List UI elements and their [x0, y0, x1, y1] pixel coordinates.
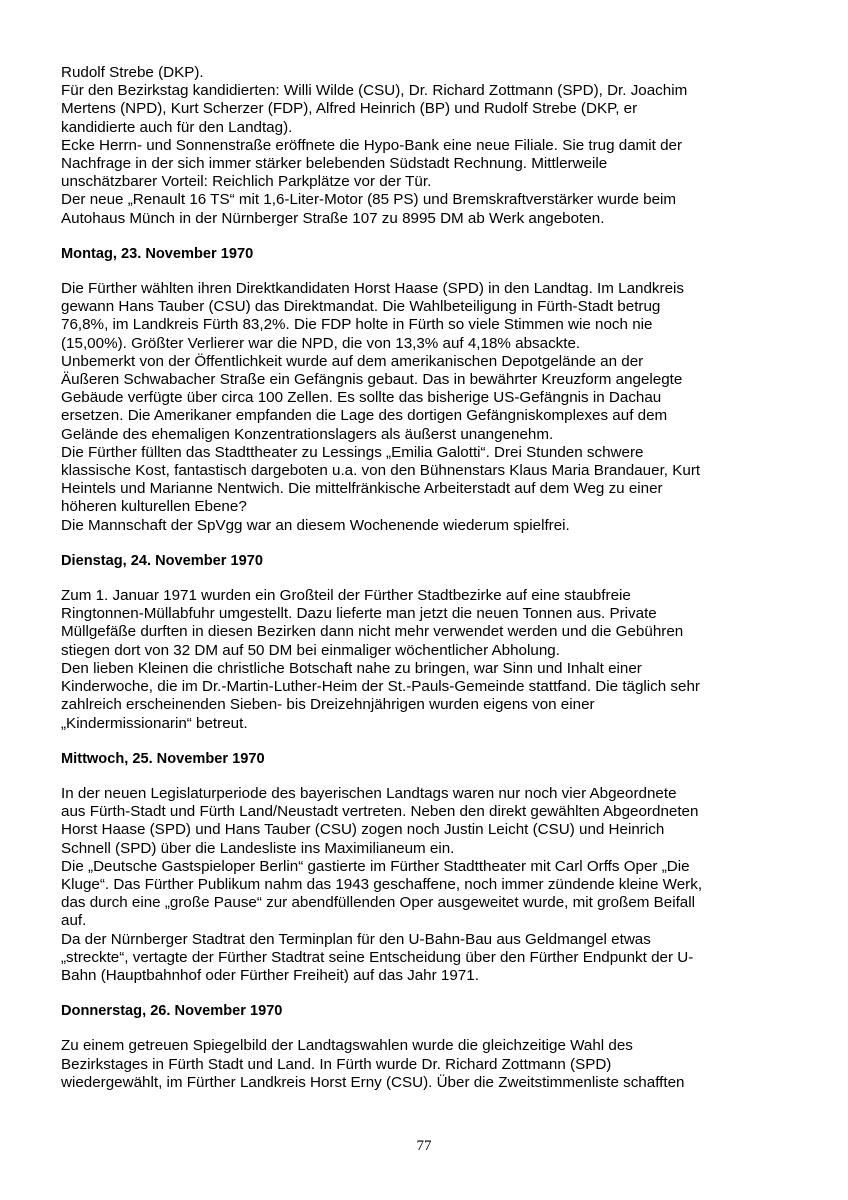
date-heading-monday: Montag, 23. November 1970 — [61, 245, 254, 262]
date-heading-wednesday: Mittwoch, 25. November 1970 — [61, 750, 265, 767]
paragraph-thursday: Zu einem getreuen Spiegelbild der Landtagswahlen wurde die gleichzeitige Wahl des Bezirkstages in Fürth Stadt und Land. In Fürth wurde Dr. Richard Zottmann (SPD) wiedergewählt, im Fürther Landkreis Horst Erny (CSU). Über die Zweitstimmenliste schafften — [61, 1037, 685, 1091]
paragraph-tuesday: Zum 1. Januar 1971 wurden ein Großteil der Fürther Stadtbezirke auf eine staubfreie Ringtonnen-Müllabfuhr umgestellt. Dazu lieferte man jetzt die neuen Tonnen aus. Private Müllgefäße durften in diesen Bezirken dann nicht mehr verwendet werden und die Gebühren stiegen dort von 32 DM auf 50 DM bei einmaliger wöchentlicher Abholung. Den lieben Kleinen die christliche Botschaft nahe zu bringen, war Sinn und Inhalt einer Kinderwoche, die im Dr.-Martin-Luther-Heim der St.-Pauls-Gemeinde stattfand. Die täglich sehr zahlreich erscheinenden Sieben- bis Dreizehnjährigen wurden eigens von einer „Kindermissionarin“ betreut. — [61, 587, 700, 732]
date-heading-tuesday: Dienstag, 24. November 1970 — [61, 552, 263, 569]
paragraph-wednesday: In der neuen Legislaturperiode des bayerischen Landtags waren nur noch vier Abgeordnete aus Fürth-Stadt und Fürth Land/Neustadt vertreten. Neben den direkt gewählten Abgeordneten Horst Haase (SPD) und Hans Tauber (CSU) zogen noch Justin Leicht (CSU) und Heinrich Schnell (SPD) über die Landesliste ins Maximilianeum ein. Die „Deutsche Gastspieloper Berlin“ gastierte im Fürther Stadttheater mit Carl Orffs Oper „Die Kluge“. Das Fürther Publikum nahm das 1943 geschaffene, noch immer zündende kleine Werk, das durch eine „große Pause“ zur abendfüllenden Oper ausgeweitet wurde, mit großem Beifall auf. Da der Nürnberger Stadtrat den Terminplan für den U-Bahn-Bau aus Geldmangel etwas „streckte“, vertagte der Fürther Stadtrat seine Entscheidung über den Fürther Endpunkt der U- Bahn (Hauptbahnhof oder Fürther Freiheit) auf das Jahr 1971. — [61, 784, 703, 984]
paragraph-candidates-and-news: Rudolf Strebe (DKP). Für den Bezirkstag kandidierten: Willi Wilde (CSU), Dr. Richard Zottmann (SPD), Dr. Joachim Mertens (NPD), Kurt Scherzer (FDP), Alfred Heinrich (BP) und Rudolf Strebe (DKP, er kandidierte auch für den Landtag). Ecke Herrn- und Sonnenstraße eröffnete die Hypo-Bank eine neue Filiale. Sie trug damit der Nachfrage in der sich immer stärker belebenden Südstadt Rechnung. Mittlerweile unschätzbarer Vorteil: Reichlich Parkplätze vor der Tür. Der neue „Renault 16 TS“ mit 1,6-Liter-Motor (85 PS) und Bremskraftverstärker wurde beim Autohaus Münch in der Nürnberger Straße 107 zu 8995 DM ab Werk angeboten. — [61, 64, 688, 227]
page-number: 77 — [416, 1138, 432, 1154]
date-heading-thursday: Donnerstag, 26. November 1970 — [61, 1003, 283, 1020]
document-page — [61, 64, 721, 1092]
paragraph-monday: Die Fürther wählten ihren Direktkandidaten Horst Haase (SPD) in den Landtag. Im Landkreis gewann Hans Tauber (CSU) das Direktmandat. Die Wahlbeteiligung in Fürth-Stadt betrug 76,8%, im Landkreis Fürth 83,2%. Die FDP holte in Fürth so viele Stimmen wie noch nie (15,00%). Größter Verlierer war die NPD, die von 13,3% auf 4,18% absackte. Unbemerkt von der Öffentlichkeit wurde auf dem amerikanischen Depotgelände an der Äußeren Schwabacher Straße ein Gefängnis gebaut. Das in bewährter Kreuzform angelegte Gebäude verfügte über circa 100 Zellen. Es sollte das bisherige US-Gefängnis in Dachau ersetzen. Die Amerikaner empfanden die Lage des dortigen Gefängniskomplexes auf dem Gelände des ehemaligen Konzentrationslagers als äußerst unangenehm. Die Fürther füllten das Stadttheater zu Lessings „Emilia Galotti“. Drei Stunden schwere klassische Kost, fantastisch dargeboten u.a. von den Bühnenstars Klaus Maria Brandauer, Kurt Heintels und Marianne Nentwich. Die mittelfränkische Arbeiterstadt auf dem Weg zu einer höheren kulturellen Ebene? Die Mannschaft der SpVgg war an diesem Wochenende wiederum spielfrei. — [61, 280, 701, 534]
